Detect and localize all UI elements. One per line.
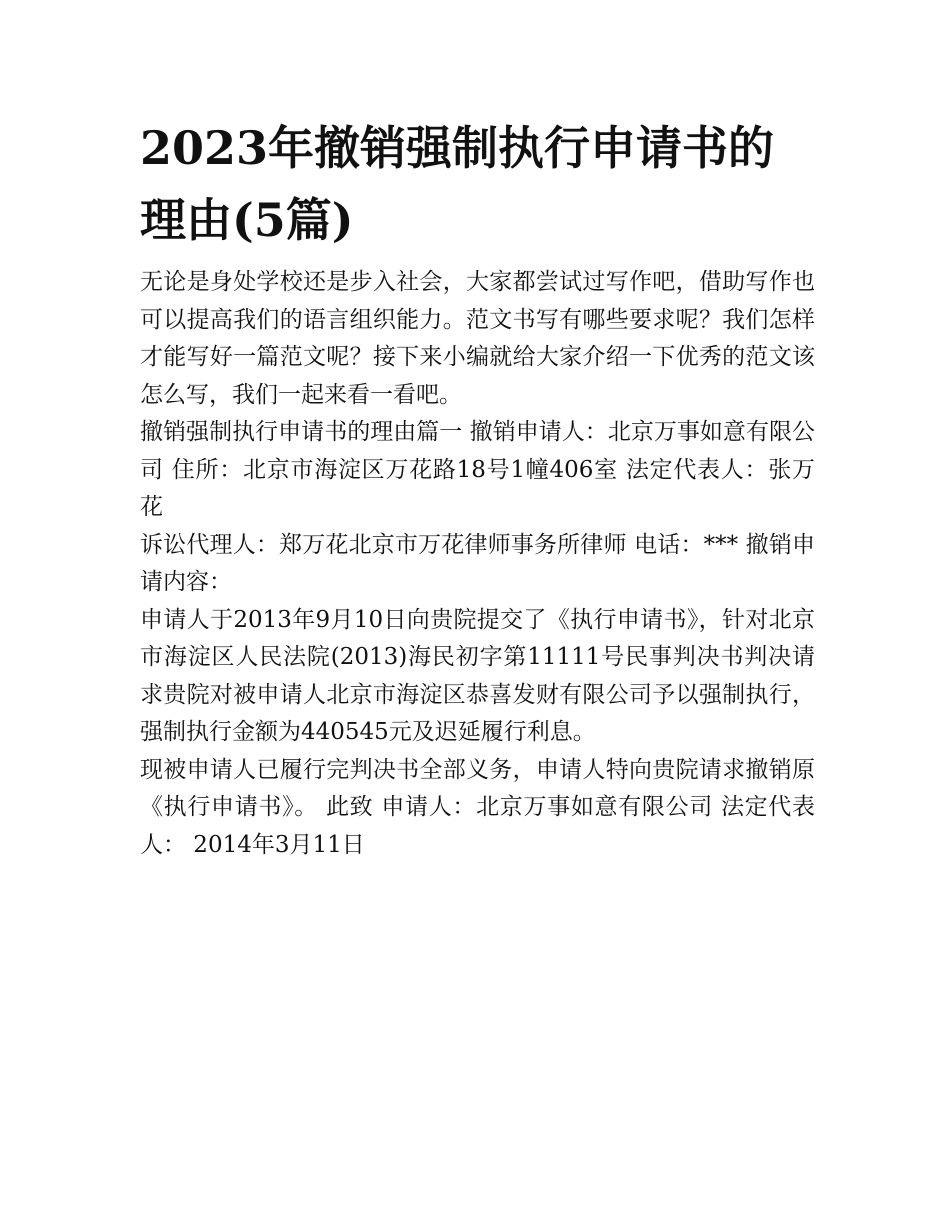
document-page <box>140 112 815 864</box>
intro-paragraph: 无论是身处学校还是步入社会，大家都尝试过写作吧，借助写作也可以提高我们的语言组织能力。范文书写有哪些要求呢？我们怎样才能写好一篇范文呢？接下来小编就给大家介绍一下优秀的范文该怎么写，我们一起来看一看吧。 <box>140 269 815 408</box>
document-title: 2023年撤销强制执行申请书的理由(5篇) <box>140 121 775 247</box>
application-content-paragraph: 申请人于2013年9月10日向贵院提交了《执行申请书》，针对北京市海淀区人民法院(2013)海民初字第11111号民事判决书判决请求贵院对被申请人北京市海淀区恭喜发财有限公司予以强制执行，强制执行金额为440545元及迟延履行利息。 <box>140 606 815 745</box>
applicant-info-paragraph: 撤销强制执行申请书的理由篇一 撤销申请人：北京万事如意有限公司 住所：北京市海淀区万花路18号1幢406室 法定代表人：张万花 <box>140 419 815 520</box>
closing-paragraph: 现被申请人已履行完判决书全部义务，申请人特向贵院请求撤销原《执行申请书》。 此致 申请人：北京万事如意有限公司 法定代表人： 2014年3月11日 <box>140 756 815 858</box>
agent-info-paragraph: 诉讼代理人：郑万花北京市万花律师事务所律师 电话：*** 撤销申请内容： <box>140 531 815 595</box>
